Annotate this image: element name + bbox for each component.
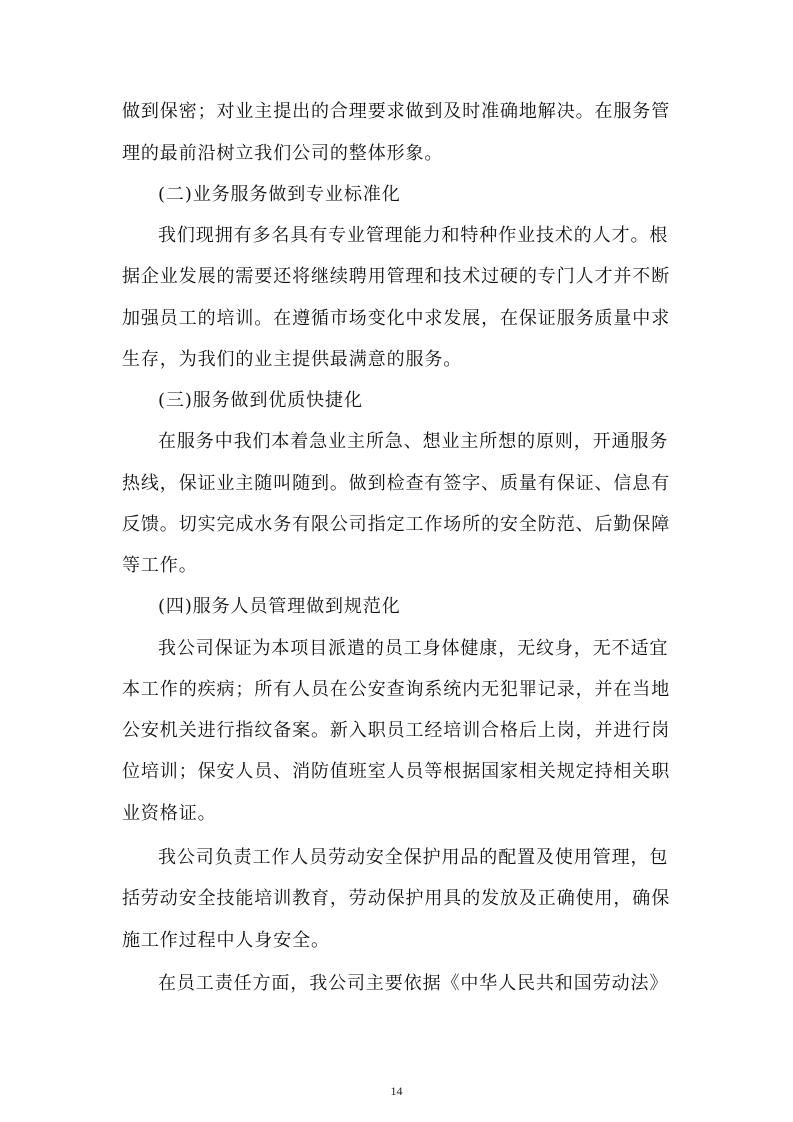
text-line: 加强员工的培训。在遵循市场变化中求发展，在保证服务质量中求 — [122, 308, 670, 329]
text-line: 位培训；保安人员、消防值班室人员等根据国家相关规定持相关职 — [122, 761, 670, 782]
text-line: 本工作的疾病；所有人员在公安查询系统内无犯罪记录，并在当地 — [122, 679, 670, 700]
text-line: 据企业发展的需要还将继续聘用管理和技术过硬的专门人才并不断 — [122, 266, 670, 287]
text-line: 在员工责任方面，我公司主要依据《中华人民共和国劳动法》 — [158, 973, 669, 994]
text-line: 反馈。切实完成水务有限公司指定工作场所的安全防范、后勤保障 — [122, 514, 670, 535]
page-number: 14 — [390, 1084, 403, 1098]
section-heading: (三)服务做到优质快捷化 — [158, 390, 363, 411]
text-line: 理的最前沿树立我们公司的整体形象。 — [122, 143, 444, 164]
text-line: 在服务中我们本着急业主所急、想业主所想的原则，开通服务 — [158, 431, 669, 452]
text-line: 公安机关进行指纹备案。新入职员工经培训合格后上岗，并进行岗 — [122, 720, 670, 741]
text-line: 我公司负责工作人员劳动安全保护用品的配置及使用管理，包 — [158, 847, 669, 868]
section-heading: (四)服务人员管理做到规范化 — [158, 596, 401, 617]
text-line: 我公司保证为本项目派遣的员工身体健康，无纹身，无不适宜 — [158, 638, 669, 659]
text-line: 做到保密；对业主提出的合理要求做到及时准确地解决。在服务管 — [122, 101, 670, 122]
section-heading: (二)业务服务做到专业标准化 — [158, 184, 401, 205]
text-line: 生存，为我们的业主提供最满意的服务。 — [122, 349, 463, 370]
text-line: 等工作。 — [122, 555, 198, 576]
text-line: 业资格证。 — [122, 803, 217, 824]
text-line: 括劳动安全技能培训教育，劳动保护用具的发放及正确使用，确保 — [122, 888, 670, 909]
text-line: 施工作过程中人身安全。 — [122, 930, 330, 951]
text-line: 热线，保证业主随叫随到。做到检查有签字、质量有保证、信息有 — [122, 473, 670, 494]
text-line: 我们现拥有多名具有专业管理能力和特种作业技术的人才。根 — [158, 225, 669, 246]
